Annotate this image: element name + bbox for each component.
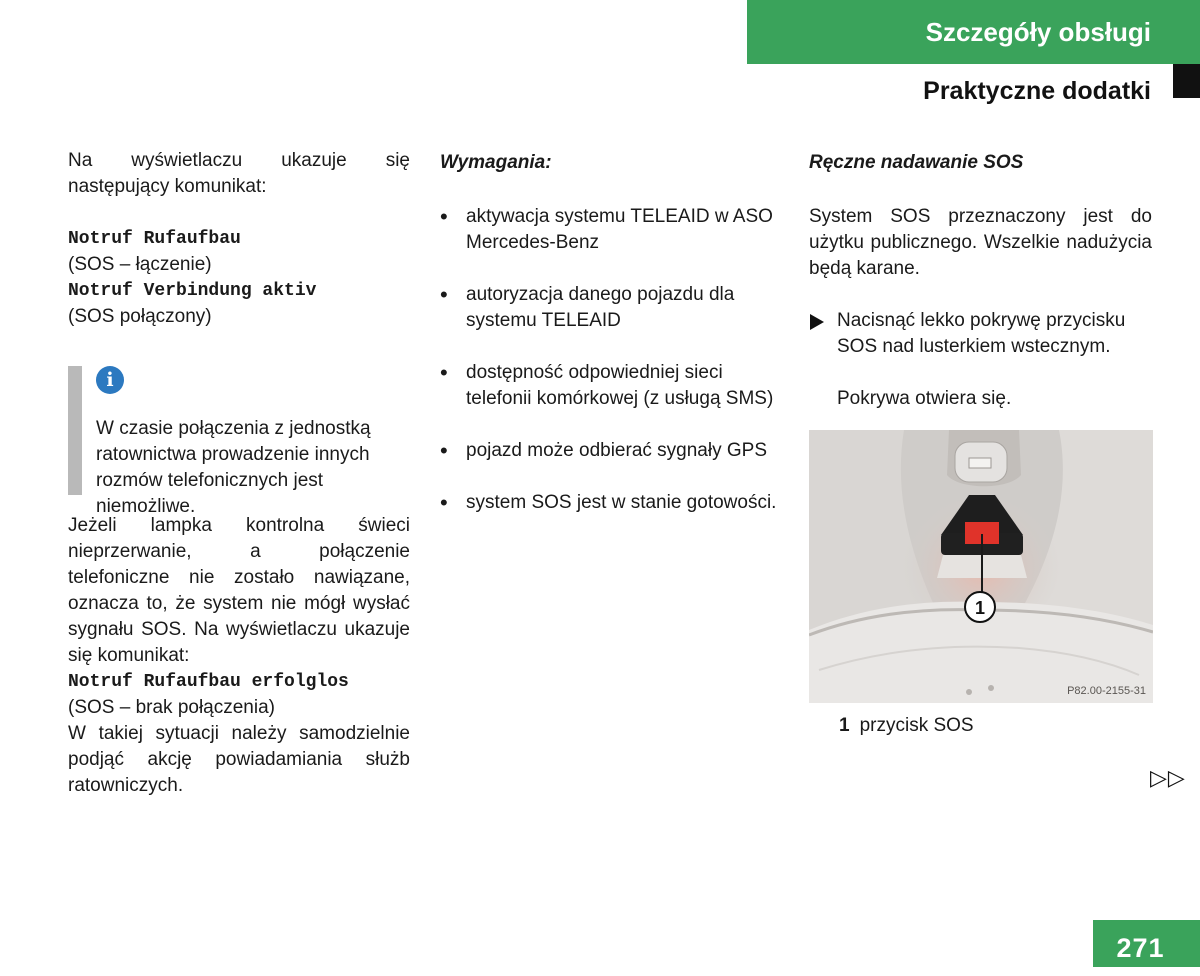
figure-code: P82.00-2155-31: [1067, 685, 1146, 697]
continue-arrows-icon: ▷▷: [1150, 765, 1186, 790]
sos-button-drawing: [809, 430, 1153, 703]
message-description: (SOS połączony): [68, 306, 212, 327]
requirements-list: [440, 204, 782, 516]
step-result: Pokrywa otwiera się.: [837, 388, 1012, 409]
chapter-edge-marker: [1173, 64, 1200, 98]
step-text: Nacisnąć lekko pokrywę przycisku SOS nad lusterkiem wstecznym.: [837, 310, 1126, 357]
section-title: Praktyczne dodatki: [923, 77, 1151, 105]
callout-label: 1: [974, 598, 986, 618]
sos-button-illustration: [809, 430, 1153, 703]
step-arrow-icon: [810, 314, 824, 330]
list-item: • dostępność odpowiedniej sieci telefonii komórkowej (z usługą SMS): [440, 360, 774, 409]
bullet-icon: •: [440, 490, 448, 515]
caption-text: przycisk SOS: [859, 715, 974, 736]
closing-paragraph: W takiej sytuacji należy samodzielnie podjąć akcję powiadamiania służb ratowniczych.: [68, 723, 410, 796]
instruction-step: [809, 308, 1152, 360]
column-3: [809, 148, 1152, 739]
list-item: • system SOS jest w stanie gotowości.: [440, 490, 777, 515]
info-note: [68, 356, 410, 517]
sos-intro: System SOS przeznaczony jest do użytku publicznego. Wszelkie nadużycia będą karane.: [809, 206, 1152, 279]
column-1: [68, 148, 410, 799]
page-number: 271: [1093, 920, 1200, 967]
message-code: Notruf Rufaufbau erfolglos: [68, 672, 349, 692]
message-code: Notruf Rufaufbau: [68, 229, 241, 249]
requirements-heading: Wymagania:: [440, 152, 552, 173]
message-description: (SOS – brak połączenia): [68, 697, 275, 718]
list-item: • aktywacja systemu TELEAID w ASO Mercedes-Benz: [440, 204, 773, 253]
note-text: W czasie połączenia z jednostką ratownictwa prowadzenie innych rozmów telefonicznych jest niemożliwe.: [96, 418, 371, 517]
bullet-icon: •: [440, 204, 448, 229]
column-2: [440, 148, 782, 542]
caption-number: 1: [839, 715, 850, 736]
message-description: (SOS – łączenie): [68, 254, 212, 275]
chapter-header: Szczegóły obsługi: [747, 0, 1200, 64]
bullet-icon: •: [440, 360, 448, 385]
message-code: Notruf Verbindung aktiv: [68, 281, 317, 301]
warning-paragraph: Jeżeli lampka kontrolna świeci nieprzerwanie, a połączenie telefoniczne nie zostało nawiązane, oznacza to, że system nie mógł wysłać sygnału SOS. Na wyświetlaczu ukazuje się komunikat:: [68, 515, 410, 666]
intro-text: Na wyświetlaczu ukazuje się następujący komunikat:: [68, 150, 410, 197]
note-bar: [68, 366, 82, 495]
bullet-icon: •: [440, 282, 448, 307]
figure-caption: [809, 713, 1152, 739]
list-item: • autoryzacja danego pojazdu dla systemu TELEAID: [440, 282, 735, 331]
bullet-icon: •: [440, 438, 448, 463]
sos-heading: Ręczne nadawanie SOS: [809, 152, 1024, 173]
info-icon: i: [96, 366, 124, 394]
list-item: • pojazd może odbierać sygnały GPS: [440, 438, 767, 463]
